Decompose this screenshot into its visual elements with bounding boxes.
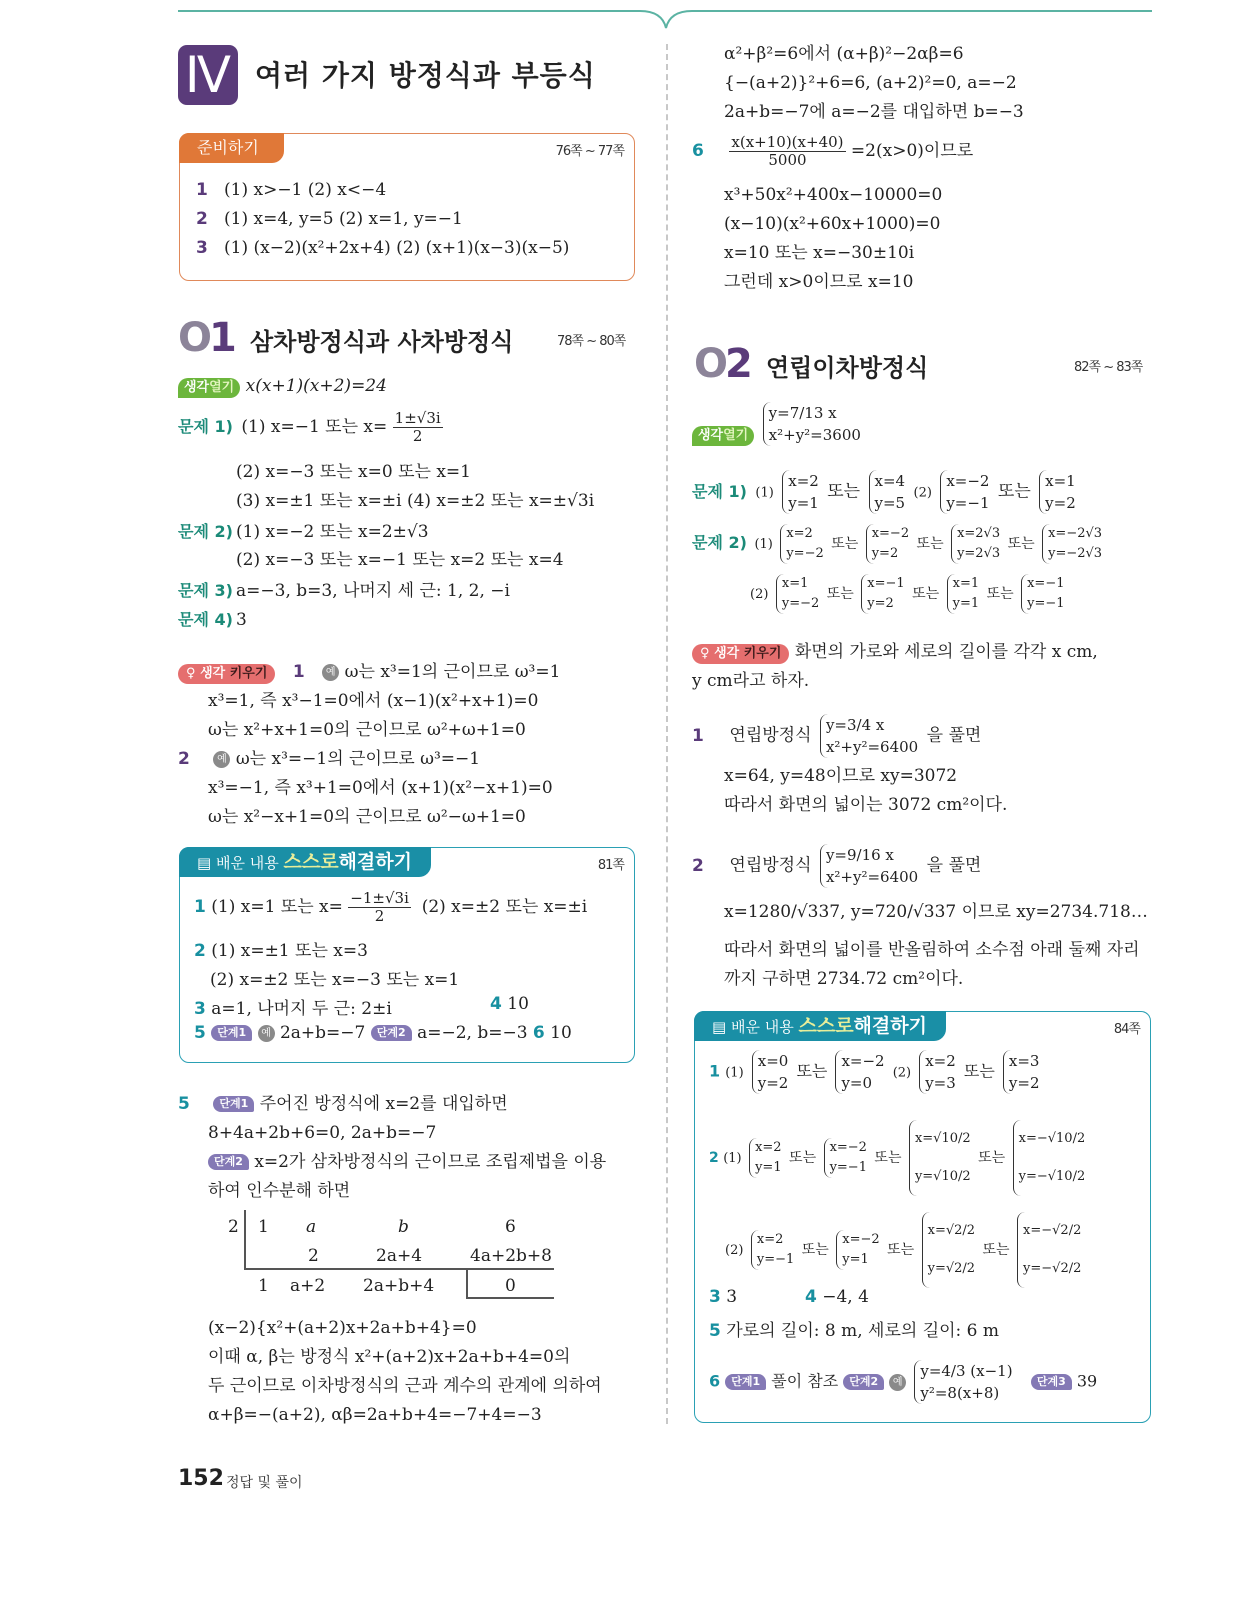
section-number-02: O2 (694, 341, 750, 387)
prep-answers (196, 176, 569, 263)
think-open-tag: 생각열기 (692, 426, 754, 446)
chapter-badge: Ⅳ (178, 45, 238, 105)
example-icon: 예 (213, 751, 230, 768)
review-answer-5: 5 가로의 길이: 8 m, 세로의 길이: 6 m (709, 1321, 1000, 1341)
prep-row: 3 (1) (x−2)(x²+2x+4) (2) (x+1)(x−3)(x−5) (196, 238, 570, 258)
problem-4: 문제 4) 3 (178, 610, 247, 630)
think-grow-tag: ♀ 생각 키우기 (692, 644, 789, 664)
grow-2: 2 연립방정식 y=9/16 x x²+y²=6400 을 풀면 (692, 846, 982, 886)
review-tab: ▤ 배운 내용 스스로해결하기 (179, 847, 431, 877)
review-answer-6: 6 단계1 풀이 참조 단계2 예 y=4/3 (x−1) y²=8(x+8) 단계3 39 (709, 1362, 1098, 1402)
prep-row: 1 (1) x>−1 (2) x<−4 (196, 180, 387, 200)
top-rule (0, 0, 1240, 40)
solution-6: 6 $\frac{x(x+10)(x+40)}{5000}$ =2(x>0)이므로 (692, 133, 974, 169)
grow-intro: ♀ 생각 키우기 화면의 가로와 세로의 길이를 각각 x cm, (692, 638, 1098, 667)
document-icon: ▤ (197, 854, 212, 872)
review-answer-1: 1 (1) x=1 또는 x= $\frac{-1\pm√3i}{2}$ (2) x=±2 또는 x=±i (194, 889, 588, 925)
prep-tab: 준비하기 (179, 133, 284, 163)
problem-3: 문제 3) a=−3, b=3, 나머지 세 근: 1, 2, −i (178, 581, 510, 601)
review-answer-1: 1 (1) x=0 y=2 또는 x=−2 y=0 (2) x=2 y=3 또는 x=3 y=2 (709, 1052, 1040, 1092)
section-title: 삼차방정식과 사차방정식 (250, 328, 514, 356)
document-icon: ▤ (712, 1018, 727, 1036)
problem-2-1: 문제 2) (1) x=2 y=−2 또는 x=−2 y=2 또는 x=2√3 y=2√3 또는 x=−2√3 y=−2√3 (692, 524, 1105, 564)
problem-1: 문제 1) (1) x=2 y=1 또는 x=4 y=5 (2) x=−2 y=−1 또는 x=1 y=2 (692, 472, 1076, 512)
prep-box (179, 133, 635, 281)
review-answer-3: 3 3 (709, 1287, 738, 1307)
fraction: $\frac{1\pm√3i}{2}$ (394, 409, 441, 445)
problem-2-2: (2) x=1 y=−2 또는 x=−1 y=2 또는 x=1 y=1 또는 x=−1 y=−1 (750, 574, 1068, 614)
review-answer-2-2: (2) x=2 y=−1 또는 x=−2 y=1 또는 x=√2/2 y=√2/2 또는 x=−√2/2 y=−√2/2 (725, 1212, 1084, 1288)
grow-2: 2 예 ω는 x³=−1의 근이므로 ω³=−1 (178, 749, 481, 769)
review-answer-5: 5 단계1 예 2a+b=−7 단계2 a=−2, b=−3 6 10 (194, 1023, 572, 1043)
think-open-tag: 생각열기 (178, 378, 240, 398)
column-divider (666, 44, 668, 1424)
review-answer-2-1: 2 (1) x=2 y=1 또는 x=−2 y=−1 또는 x=√10/2 y=√10/2 또는 x=−√10/2 y=−√10/2 (709, 1120, 1088, 1196)
chapter-title: 여러 가지 방정식과 부등식 (255, 59, 596, 92)
review-answer-4: 4 10 (490, 994, 529, 1014)
open-row: 생각열기 y=7/13 x x²+y²=3600 (692, 420, 864, 449)
section-number-01: O1 (178, 315, 234, 361)
prep-row: 2 (1) x=4, y=5 (2) x=1, y=−1 (196, 209, 463, 229)
problem-1: 문제 1) (1) x=−1 또는 x= $\frac{1\pm√3i}{2}$ (178, 409, 441, 445)
prep-pages: 76쪽 ~ 77쪽 (555, 144, 624, 159)
review-answer-4: 4 −4, 4 (805, 1287, 869, 1307)
footer-label: 정답 및 풀이 (226, 1475, 303, 1491)
section-pages: 82쪽 ~ 83쪽 (1074, 360, 1143, 375)
section-pages: 78쪽 ~ 80쪽 (557, 334, 626, 349)
think-grow-tag: ♀ 생각 키우기 (178, 664, 275, 684)
review-answer-3: 3 a=1, 나머지 두 근: 2±i (194, 999, 392, 1019)
page-number: 152 (178, 1466, 224, 1491)
review-answer-2: 2 (1) x=±1 또는 x=3 (194, 941, 368, 961)
grow-1: ♀ 생각 키우기 1 예 ω는 x³=1의 근이므로 ω³=1 (178, 658, 560, 687)
section-title: 연립이차방정식 (766, 354, 929, 382)
review-box-84: ▤ 배운 내용 스스로해결하기 84쪽 1 (1) x=0 y=2 또는 x=−2 y=0 (2) x=2 y=3 또는 x=3 y=2 2 (1) x=2 y=1 또는 x=−2 y=−1 또는 x=√10/2 y=√10/2 또는 x=−√10/2 y=−√10/2 (2) x=2 y=−1 또는 x=−2 y=1 또는 x=√2/2 y=√2/2 또는 x=−√2/2 y=−√2/2 3 3 4 −4, 4 5 가로의 길이: 8 m, 세로의 길이: 6 m 6 단계1 풀이 참조 단계2 예 y=4/3 (x−1) y²=8(x+8) 단계3 39 (694, 1011, 1151, 1423)
problem-2: 문제 2) (1) x=−2 또는 x=2±√3 (178, 522, 429, 542)
review-box-81: ▤ 배운 내용 스스로해결하기 81쪽 1 (1) x=1 또는 x= $\frac{-1\pm√3i}{2}$ (2) x=±2 또는 x=±i 2 (1) x=±1 또는 x=3 (2) x=±2 또는 x=−3 또는 x=1 3 a=1, 나머지 두 근: 2±i 4 10 5 단계1 예 2a+b=−7 단계2 a=−2, b=−3 6 10 (179, 847, 635, 1063)
grow-1: 1 연립방정식 y=3/4 x x²+y²=6400 을 풀면 (692, 716, 982, 756)
synthetic-division-table: 2 1 a b 6 2 2a+4 4a+2b+8 1 a+2 2a+b+4 0 (178, 1210, 578, 1300)
review-tab: ▤ 배운 내용 스스로해결하기 (694, 1011, 946, 1041)
example-icon: 예 (322, 664, 339, 681)
open-row: 생각열기 x(x+1)(x+2)=24 (178, 372, 387, 401)
